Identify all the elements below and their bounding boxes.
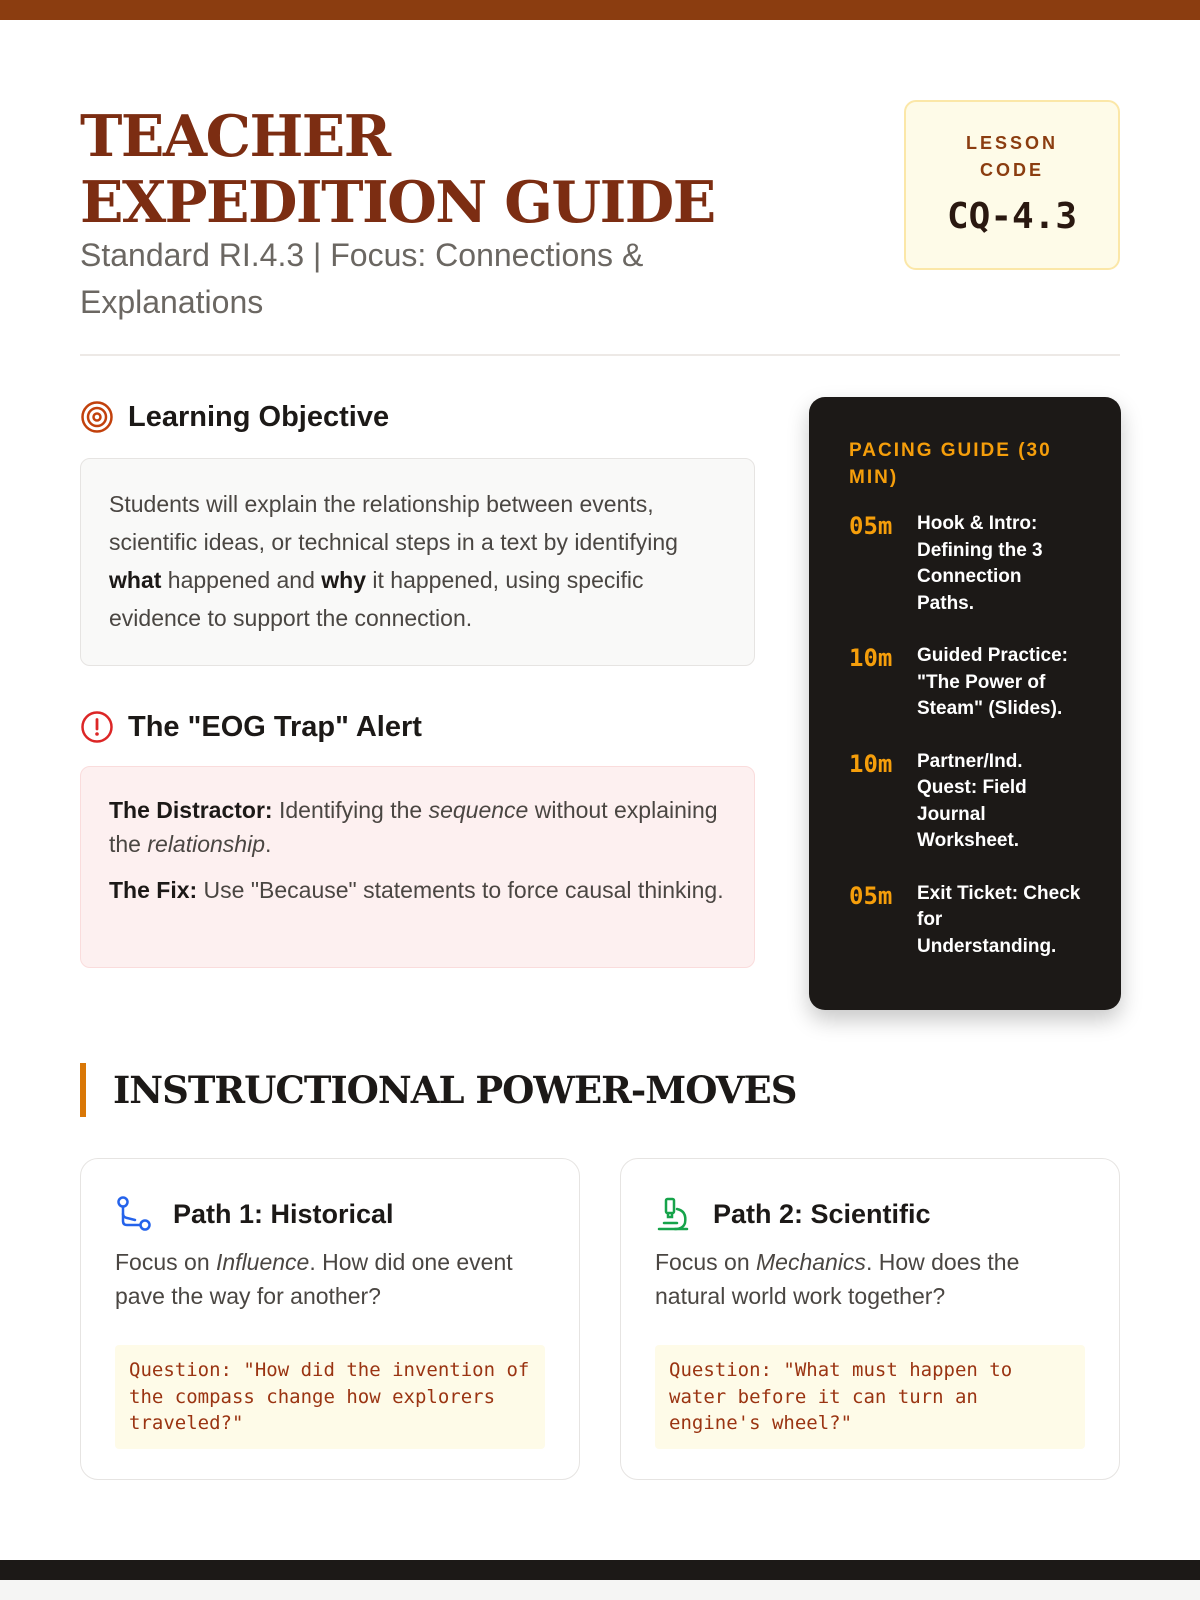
trap-heading-label: The "EOG Trap" Alert	[128, 710, 422, 743]
lesson-code-value: CQ-4.3	[946, 196, 1078, 237]
objective-text-3: it happened, using specific evidence to support the connection.	[109, 567, 644, 631]
distractor-text-3: .	[265, 831, 272, 857]
pacing-guide-card	[809, 397, 1121, 1010]
path-desc-text-1: Focus on	[115, 1249, 216, 1275]
route-icon	[115, 1195, 153, 1233]
path-desc-emphasis: Mechanics	[756, 1249, 866, 1275]
path-heading-label: Path 2: Scientific	[713, 1198, 931, 1229]
objective-text-1: Students will explain the relationship between events, scientific ideas, or technical steps in a text by identifying	[109, 491, 678, 555]
distractor-label: The Distractor:	[109, 797, 273, 823]
path-card-historical	[80, 1158, 580, 1480]
pacing-item	[849, 881, 1081, 961]
trap-fix	[109, 873, 726, 907]
distractor-em-relationship: relationship	[147, 831, 266, 857]
trap-box	[80, 766, 755, 968]
moves-accent-bar	[80, 1063, 86, 1117]
target-icon	[80, 400, 114, 434]
path-question: Question: "What must happen to water before it can turn an engine's wheel?"	[655, 1345, 1085, 1449]
pacing-text: Hook & Intro: Defining the 3 Connection Paths.	[917, 513, 1043, 614]
pacing-time: 10m	[849, 644, 893, 672]
alert-circle-icon	[80, 710, 114, 744]
bottom-accent-bar	[0, 1560, 1200, 1580]
objective-text-2: happened and	[161, 567, 322, 593]
path-heading	[655, 1193, 1085, 1235]
pacing-item	[849, 511, 1081, 617]
path-heading	[115, 1193, 545, 1235]
microscope-icon	[655, 1195, 693, 1233]
path-card-scientific	[620, 1158, 1120, 1480]
pacing-text: Partner/Ind. Quest: Field Journal Worksheet.	[917, 750, 1027, 851]
path-heading-label: Path 1: Historical	[173, 1198, 394, 1229]
pacing-item	[849, 749, 1081, 855]
objective-bold-what: what	[109, 567, 162, 593]
bottom-strip	[0, 1580, 1200, 1600]
page-title: TEACHER EXPEDITION GUIDE	[80, 103, 715, 236]
pacing-time: 05m	[849, 881, 893, 910]
page-subtitle: Standard RI.4.3 | Focus: Connections & Explanations	[80, 237, 644, 320]
path-desc-text-1: Focus on	[655, 1249, 756, 1275]
top-accent-bar	[0, 0, 1200, 20]
pacing-time: 05m	[849, 512, 893, 540]
lesson-code-label: LESSON CODE	[965, 133, 1058, 180]
path-description	[115, 1245, 545, 1317]
objective-box	[80, 458, 755, 666]
objective-heading	[80, 400, 389, 434]
pacing-time: 10m	[849, 749, 893, 778]
trap-distractor	[109, 793, 726, 861]
header-divider	[80, 354, 1120, 356]
objective-bold-why: why	[321, 567, 367, 593]
pacing-text: Guided Practice: "The Power of Steam" (Slides).	[917, 645, 1068, 719]
lesson-code-card	[904, 100, 1120, 270]
fix-text: Use "Because" statements to force causal thinking.	[197, 877, 724, 903]
distractor-em-sequence: sequence	[428, 797, 529, 823]
fix-label: The Fix:	[109, 877, 198, 903]
path-desc-text-2: . How does the natural world work together?	[655, 1249, 1020, 1309]
path-description	[655, 1245, 1085, 1317]
trap-heading	[80, 710, 422, 744]
path-question: Question: "How did the invention of the compass change how explorers traveled?"	[115, 1345, 545, 1449]
path-desc-emphasis: Influence	[216, 1249, 310, 1275]
pacing-title: PACING GUIDE (30 MIN)	[849, 440, 1052, 488]
pacing-text: Exit Ticket: Check for Understanding.	[917, 882, 1081, 957]
path-desc-text-2: . How did one event pave the way for another?	[115, 1249, 513, 1309]
pacing-item	[849, 643, 1081, 723]
objective-heading-label: Learning Objective	[128, 400, 390, 433]
distractor-text-1: Identifying the	[272, 797, 429, 823]
distractor-text-2: without explaining the	[109, 797, 718, 857]
moves-title: INSTRUCTIONAL POWER-MOVES	[113, 1068, 797, 1112]
